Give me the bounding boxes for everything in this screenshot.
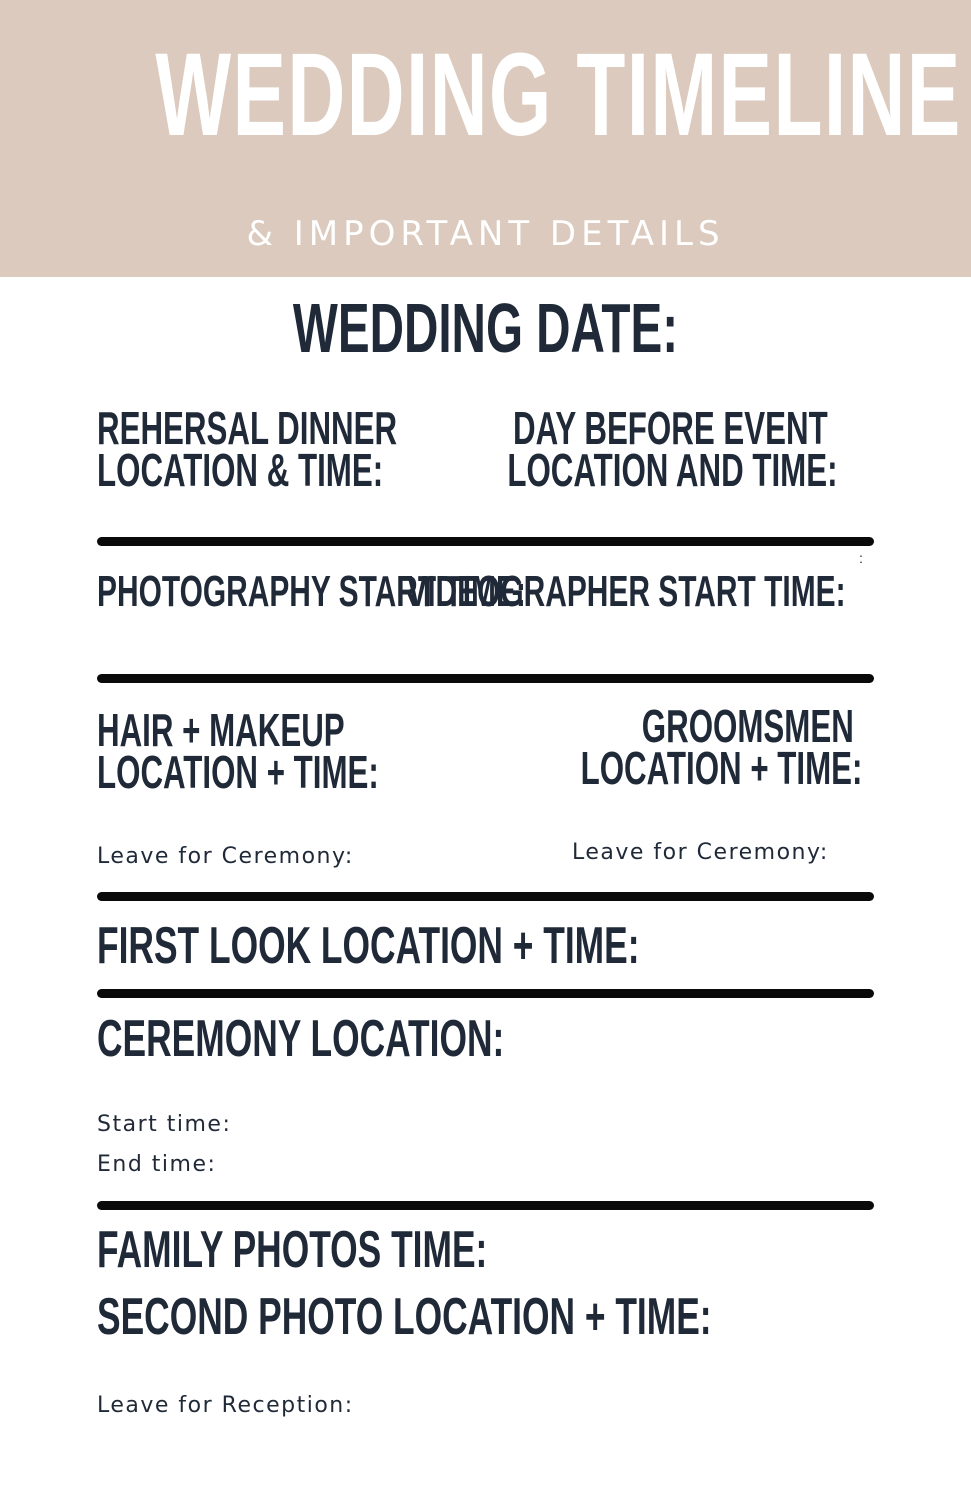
ceremony-location-label: CEREMONY LOCATION: [97,1010,505,1068]
rehearsal-dinner-label-line1: REHERSAL DINNER [97,402,398,454]
videographer-start-label: VIDEOGRAPHER START TIME: [407,567,846,616]
rehearsal-dinner-label-line2: LOCATION & TIME: [97,444,384,496]
first-look-label: FIRST LOOK LOCATION + TIME: [97,917,640,975]
groomsmen-label-line2: LOCATION + TIME: [580,742,862,794]
divider-rule [97,537,874,546]
header-banner [0,0,971,277]
divider-rule [97,674,874,683]
divider-rule [97,892,874,901]
leave-for-reception-label: Leave for Reception: [97,1393,354,1418]
start-time-label: Start time: [97,1112,232,1137]
day-before-label-line1: DAY BEFORE EVENT [513,402,828,454]
divider-rule [97,989,874,998]
day-before-label-line2: LOCATION AND TIME: [506,444,837,496]
divider-rule [97,1201,874,1210]
wedding-date-label: WEDDING DATE: [292,289,679,367]
family-photos-label: FAMILY PHOTOS TIME: [97,1221,488,1279]
page-title: WEDDING TIMELINE [155,29,962,161]
hair-makeup-label-line1: HAIR + MAKEUP [97,704,345,756]
photography-start-label: PHOTOGRAPHY START TIME: [97,567,526,616]
leave-for-ceremony-right: Leave for Ceremony: [572,840,829,865]
hair-makeup-label-line2: LOCATION + TIME: [97,746,379,798]
second-photo-label: SECOND PHOTO LOCATION + TIME: [97,1288,712,1346]
stray-colon: : [859,550,863,566]
groomsmen-label-line1: GROOMSMEN [641,700,854,752]
end-time-label: End time: [97,1152,217,1177]
leave-for-ceremony-left: Leave for Ceremony: [97,844,354,869]
page-subtitle: & IMPORTANT DETAILS [246,214,725,254]
